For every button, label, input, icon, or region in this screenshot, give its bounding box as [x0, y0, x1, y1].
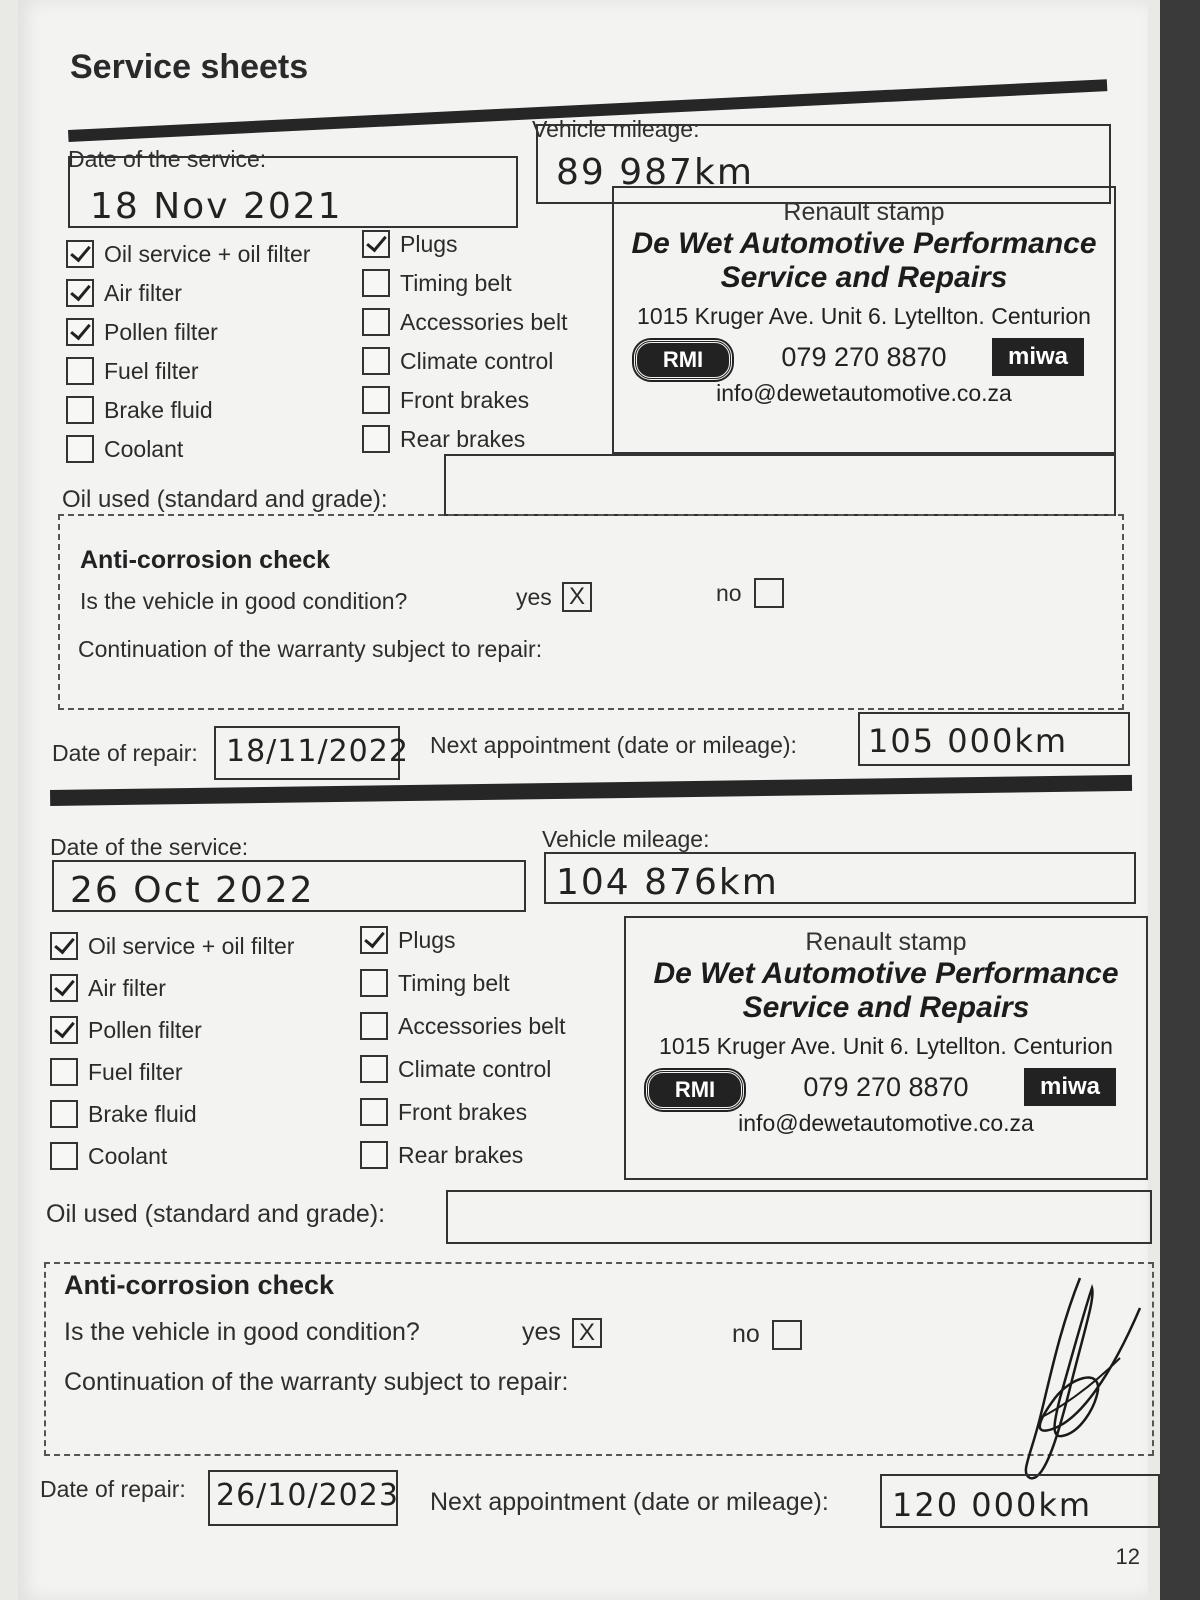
checklist-item — [66, 433, 183, 465]
checklist-item — [360, 924, 456, 956]
checkbox[interactable] — [50, 974, 78, 1002]
checklist-label: Climate control — [400, 347, 554, 374]
good-condition-label: Is the vehicle in good condition? — [80, 588, 408, 614]
checklist-item — [50, 1056, 183, 1088]
page-number: 12 — [1115, 1544, 1140, 1569]
date-service-value: 18 Nov 2021 — [90, 186, 343, 227]
page-title: Service sheets — [70, 48, 309, 86]
miwa-logo: miwa — [992, 338, 1084, 376]
stamp-email: info@dewetautomotive.co.za — [738, 1110, 1034, 1136]
checklist-item — [66, 355, 199, 387]
oil-used-label: Oil used (standard and grade): — [62, 486, 388, 513]
continuation-label: Continuation of the warranty subject to repair: — [78, 636, 543, 662]
renault-stamp — [624, 916, 1148, 1180]
checklist-label: Accessories belt — [398, 1012, 566, 1039]
checkbox[interactable] — [50, 1100, 78, 1128]
checklist-label: Accessories belt — [400, 308, 568, 335]
anti-corrosion-heading: Anti-corrosion check — [80, 546, 331, 574]
stamp-name-2: Service and Repairs — [720, 261, 1008, 294]
stamp-heading: Renault stamp — [783, 198, 945, 226]
stamp-name-1: De Wet Automotive Performance — [653, 957, 1119, 990]
checklist-item — [362, 345, 553, 377]
checklist-label: Plugs — [398, 926, 456, 953]
continuation-label: Continuation of the warranty subject to repair: — [64, 1368, 569, 1396]
checklist-label: Fuel filter — [104, 357, 199, 384]
stamp-name-1: De Wet Automotive Performance — [631, 227, 1097, 260]
checklist-label: Front brakes — [400, 386, 530, 413]
stamp-heading: Renault stamp — [805, 928, 967, 956]
checkbox[interactable] — [362, 230, 390, 258]
checkbox[interactable] — [362, 347, 390, 375]
next-appt-label: Next appointment (date or mileage): — [430, 732, 797, 758]
checklist-item — [66, 238, 310, 270]
miwa-logo: miwa — [1024, 1068, 1116, 1106]
checklist-item — [50, 972, 166, 1004]
checklist-label: Air filter — [88, 974, 166, 1001]
no-checkbox[interactable] — [772, 1320, 802, 1350]
checklist-label: Pollen filter — [88, 1016, 202, 1043]
mileage-label: Vehicle mileage: — [532, 116, 700, 142]
checkbox[interactable] — [362, 425, 390, 453]
checkbox[interactable] — [50, 932, 78, 960]
checkbox[interactable] — [360, 969, 388, 997]
checklist-item — [50, 1098, 197, 1130]
date-service-label: Date of the service: — [50, 834, 249, 860]
checkbox[interactable] — [360, 926, 388, 954]
checklist-item — [362, 228, 458, 260]
checklist-label: Air filter — [104, 279, 182, 306]
no-checkbox[interactable] — [754, 578, 784, 608]
checklist-label: Plugs — [400, 230, 458, 257]
renault-stamp — [612, 186, 1116, 454]
rmi-logo: RMI — [634, 340, 732, 380]
mileage-value: 89 987km — [556, 152, 754, 193]
checklist-label: Fuel filter — [88, 1058, 183, 1085]
checkbox[interactable] — [66, 318, 94, 346]
stamp-phone: 079 270 8870 — [781, 342, 947, 372]
stamp-address: 1015 Kruger Ave. Unit 6. Lytellton. Centurion — [659, 1033, 1113, 1059]
checkbox[interactable] — [362, 308, 390, 336]
checklist-item — [50, 1014, 202, 1046]
checklist-label: Timing belt — [398, 969, 510, 996]
oil-used-label: Oil used (standard and grade): — [46, 1200, 386, 1228]
mileage-label: Vehicle mileage: — [542, 826, 710, 852]
stamp-phone: 079 270 8870 — [803, 1072, 969, 1102]
date-repair-label: Date of repair: — [40, 1476, 186, 1502]
checklist-label: Brake fluid — [104, 396, 213, 423]
checkbox[interactable] — [360, 1055, 388, 1083]
checklist-item — [360, 1010, 565, 1042]
checkbox[interactable] — [360, 1012, 388, 1040]
checklist-item — [50, 1140, 167, 1172]
date-repair-value: 18/11/2022 — [226, 734, 409, 769]
checklist-item — [362, 423, 525, 455]
anti-corrosion-heading: Anti-corrosion check — [64, 1270, 335, 1300]
date-repair-label: Date of repair: — [52, 740, 198, 766]
checkbox[interactable] — [50, 1058, 78, 1086]
date-service-value: 26 Oct 2022 — [70, 870, 315, 911]
checkbox[interactable] — [50, 1142, 78, 1170]
checkbox[interactable] — [362, 269, 390, 297]
oil-used-field[interactable] — [446, 1190, 1152, 1244]
checklist-item — [66, 394, 213, 426]
checkbox[interactable] — [66, 357, 94, 385]
stamp-email: info@dewetautomotive.co.za — [716, 380, 1012, 406]
checklist-item — [362, 384, 529, 416]
mileage-value: 104 876km — [556, 862, 779, 903]
checkbox[interactable] — [66, 240, 94, 268]
yes-checkbox[interactable]: X — [562, 582, 592, 612]
checklist-label: Oil service + oil filter — [104, 240, 311, 267]
next-appt-value: 105 000km — [868, 722, 1069, 760]
checklist-item — [66, 316, 218, 348]
checklist-label: Oil service + oil filter — [88, 932, 295, 959]
yes-label: yes — [522, 1318, 561, 1346]
rmi-logo: RMI — [646, 1070, 744, 1110]
checklist-item — [360, 1139, 523, 1171]
signature — [1000, 1268, 1150, 1488]
checkbox[interactable] — [66, 396, 94, 424]
stamp-address: 1015 Kruger Ave. Unit 6. Lytellton. Centurion — [637, 303, 1091, 329]
yes-checkbox[interactable]: X — [572, 1318, 602, 1348]
good-condition-label: Is the vehicle in good condition? — [64, 1318, 420, 1346]
checklist-label: Coolant — [88, 1142, 168, 1169]
page-edge — [1160, 0, 1200, 1600]
checkbox[interactable] — [66, 435, 94, 463]
checklist-item — [362, 267, 512, 299]
checklist-item — [50, 930, 294, 962]
checkbox[interactable] — [360, 1098, 388, 1126]
checklist-label: Rear brakes — [398, 1141, 524, 1168]
checklist-label: Coolant — [104, 435, 184, 462]
checkbox[interactable] — [66, 279, 94, 307]
date-repair-value: 26/10/2023 — [216, 1478, 399, 1513]
checklist-label: Front brakes — [398, 1098, 528, 1125]
checklist-label: Timing belt — [400, 269, 512, 296]
next-appt-label: Next appointment (date or mileage): — [430, 1488, 829, 1516]
checklist-label: Climate control — [398, 1055, 552, 1082]
date-service-label: Date of the service: — [68, 146, 267, 172]
checkbox[interactable] — [362, 386, 390, 414]
yes-label: yes — [516, 584, 552, 610]
checklist-item — [66, 277, 182, 309]
checkbox[interactable] — [360, 1141, 388, 1169]
checklist-item — [360, 967, 510, 999]
checklist-item — [360, 1053, 551, 1085]
checklist-item — [362, 306, 567, 338]
oil-used-field[interactable] — [444, 454, 1116, 516]
checkbox[interactable] — [50, 1016, 78, 1044]
checklist-label: Pollen filter — [104, 318, 218, 345]
no-label: no — [732, 1320, 760, 1348]
checklist-label: Brake fluid — [88, 1100, 197, 1127]
stamp-name-2: Service and Repairs — [742, 991, 1030, 1024]
next-appt-value: 120 000km — [892, 1486, 1093, 1524]
no-label: no — [716, 580, 742, 606]
checklist-label: Rear brakes — [400, 425, 526, 452]
checklist-item — [360, 1096, 527, 1128]
